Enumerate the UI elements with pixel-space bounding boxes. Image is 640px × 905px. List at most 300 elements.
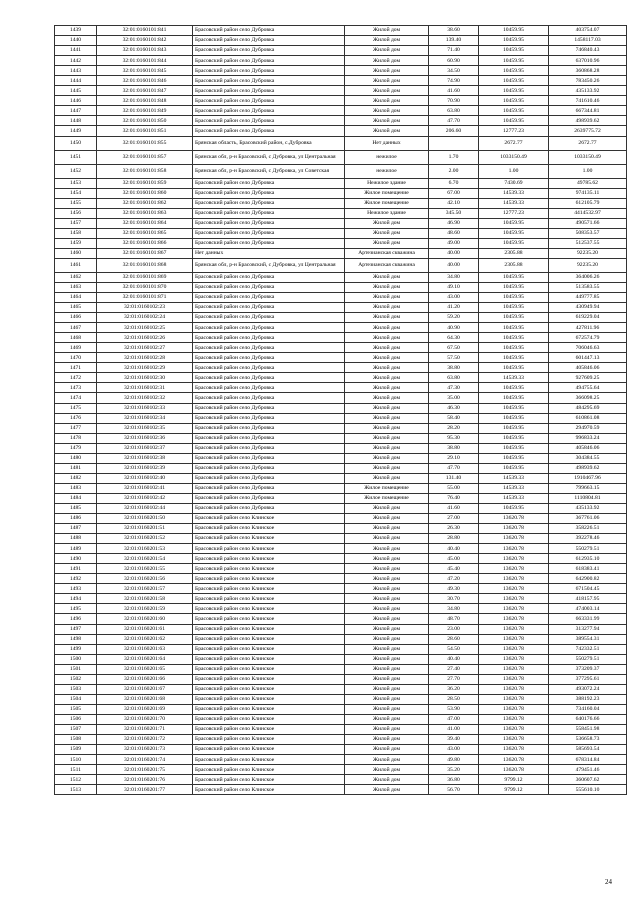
unit-value-cell: 13620.78 (479, 664, 549, 674)
cadastral-value-cell: 637010.96 (549, 56, 627, 66)
area-cell: 36.80 (429, 775, 479, 785)
row-number-cell: 1490 (55, 554, 97, 564)
object-type-cell: Жилой дом (345, 614, 429, 624)
table-row (55, 714, 627, 724)
row-number-cell: 1446 (55, 96, 97, 106)
area-cell: 64.30 (429, 333, 479, 343)
unit-value-cell: 13620.78 (479, 624, 549, 634)
row-number-cell: 1509 (55, 745, 97, 755)
row-number-cell: 1457 (55, 218, 97, 228)
object-type-cell: Жилой дом (345, 36, 429, 46)
table-row (55, 218, 627, 228)
object-type-cell: Жилой дом (345, 674, 429, 684)
table-row (55, 765, 627, 775)
cadastral-table (54, 25, 627, 795)
table-row (55, 76, 627, 86)
address-cell: Брянская обл, р-н Брасовский, с Дубровка, ул Центральная (193, 150, 345, 164)
unit-value-cell: 1.00 (479, 164, 549, 178)
table-row (55, 694, 627, 704)
object-type-cell: Жилой дом (345, 604, 429, 614)
unit-value-cell: 10459.95 (479, 463, 549, 473)
unit-value-cell: 13620.78 (479, 745, 549, 755)
cadastral-value-cell: 430949.94 (549, 303, 627, 313)
cadastral-number-cell: 32:01:0160201:63 (97, 644, 193, 654)
unit-value-cell: 13620.78 (479, 714, 549, 724)
area-cell: 47.70 (429, 116, 479, 126)
address-cell: Брасовский район село Дубровка (193, 483, 345, 493)
cadastral-value-cell: 663331.99 (549, 614, 627, 624)
area-cell: 27.70 (429, 674, 479, 684)
address-cell: Брасовский район село Клинское (193, 725, 345, 735)
cadastral-number-cell: 32:01:0160102:36 (97, 433, 193, 443)
table-row (55, 634, 627, 644)
table-row (55, 684, 627, 694)
cadastral-number-cell: 32:01:0160201:74 (97, 755, 193, 765)
object-type-cell: Жилой дом (345, 564, 429, 574)
cadastral-number-cell: 32:01:0160101:846 (97, 76, 193, 86)
cadastral-number-cell: 32:01:0160101:848 (97, 96, 193, 106)
table-row (55, 614, 627, 624)
area-cell: 38.80 (429, 443, 479, 453)
table-row (55, 46, 627, 56)
cadastral-number-cell: 32:01:0160101:855 (97, 136, 193, 150)
cadastral-value-cell: 734160.04 (549, 704, 627, 714)
object-type-cell: Жилой дом (345, 684, 429, 694)
table-row (55, 704, 627, 714)
object-type-cell: Жилой дом (345, 333, 429, 343)
object-type-cell: Жилой дом (345, 594, 429, 604)
cadastral-number-cell: 32:01:0160201:56 (97, 574, 193, 584)
area-cell: 139.40 (429, 36, 479, 46)
cadastral-number-cell: 32:01:0160102:31 (97, 383, 193, 393)
cadastral-value-cell: 377295.61 (549, 674, 627, 684)
row-number-cell: 1463 (55, 282, 97, 292)
area-cell: 45.40 (429, 564, 479, 574)
cadastral-value-cell: 513583.55 (549, 282, 627, 292)
row-number-cell: 1496 (55, 614, 97, 624)
cadastral-value-cell: 742332.51 (549, 644, 627, 654)
cadastral-value-cell: 92235.20 (549, 258, 627, 272)
area-cell: 36.20 (429, 684, 479, 694)
area-cell: 38.80 (429, 363, 479, 373)
cadastral-value-cell: 49785.62 (549, 178, 627, 188)
cadastral-value-cell: 536658.73 (549, 735, 627, 745)
unit-value-cell: 10459.95 (479, 76, 549, 86)
unit-value-cell: 10459.95 (479, 443, 549, 453)
cadastral-number-cell: 32:01:0160201:68 (97, 694, 193, 704)
address-cell: Брасовский район село Дубровка (193, 503, 345, 513)
object-type-cell: Нежилое здание (345, 208, 429, 218)
row-number-cell: 1501 (55, 664, 97, 674)
cadastral-value-cell: 667344.81 (549, 106, 627, 116)
cadastral-value-cell: 672574.79 (549, 333, 627, 343)
area-cell: 58.40 (429, 413, 479, 423)
address-cell: Брасовский район село Дубровка (193, 46, 345, 56)
cadastral-value-cell: 1110804.81 (549, 493, 627, 503)
cadastral-number-cell: 32:01:0160101:869 (97, 272, 193, 282)
area-cell: 74.90 (429, 76, 479, 86)
object-type-cell: Жилой дом (345, 313, 429, 323)
unit-value-cell: 10459.95 (479, 106, 549, 116)
cadastral-number-cell: 32:01:0160102:44 (97, 503, 193, 513)
cadastral-value-cell: 610861.08 (549, 413, 627, 423)
cadastral-number-cell: 32:01:0160102:37 (97, 443, 193, 453)
unit-value-cell: 13620.78 (479, 604, 549, 614)
row-number-cell: 1459 (55, 238, 97, 248)
table-row (55, 238, 627, 248)
cadastral-number-cell: 32:01:0160102:34 (97, 413, 193, 423)
unit-value-cell: 9799.12 (479, 775, 549, 785)
cadastral-value-cell: 313277.94 (549, 624, 627, 634)
table-row (55, 785, 627, 795)
row-number-cell: 1500 (55, 654, 97, 664)
object-type-cell: Жилой дом (345, 745, 429, 755)
row-number-cell: 1460 (55, 248, 97, 258)
cadastral-number-cell: 32:01:0160102:39 (97, 463, 193, 473)
area-cell: 46.30 (429, 403, 479, 413)
table-row (55, 393, 627, 403)
table-row (55, 258, 627, 272)
unit-value-cell: 10459.95 (479, 228, 549, 238)
unit-value-cell: 10459.95 (479, 403, 549, 413)
table-row (55, 755, 627, 765)
row-number-cell: 1445 (55, 86, 97, 96)
row-number-cell: 1505 (55, 704, 97, 714)
address-cell: Брасовский район село Дубровка (193, 292, 345, 302)
area-cell: 40.00 (429, 258, 479, 272)
row-number-cell: 1489 (55, 544, 97, 554)
object-type-cell: Жилой дом (345, 644, 429, 654)
table-row (55, 775, 627, 785)
table-row (55, 26, 627, 36)
cadastral-value-cell: 435133.92 (549, 503, 627, 513)
address-cell: Брасовский район село Дубровка (193, 198, 345, 208)
row-number-cell: 1493 (55, 584, 97, 594)
address-cell: Брасовский район село Дубровка (193, 188, 345, 198)
row-number-cell: 1487 (55, 524, 97, 534)
object-type-cell: Жилой дом (345, 403, 429, 413)
address-cell: Брасовский район село Дубровка (193, 303, 345, 313)
address-cell: Брасовский район село Клинское (193, 745, 345, 755)
unit-value-cell: 13620.78 (479, 584, 549, 594)
row-number-cell: 1511 (55, 765, 97, 775)
cadastral-number-cell: 32:01:0160102:35 (97, 423, 193, 433)
address-cell: Брасовский район село Дубровка (193, 343, 345, 353)
row-number-cell: 1513 (55, 785, 97, 795)
address-cell: Брасовский район село Дубровка (193, 238, 345, 248)
object-type-cell: Жилой дом (345, 96, 429, 106)
address-cell: Брасовский район село Дубровка (193, 96, 345, 106)
unit-value-cell: 13620.78 (479, 574, 549, 584)
row-number-cell: 1471 (55, 363, 97, 373)
unit-value-cell: 10459.95 (479, 303, 549, 313)
cadastral-number-cell: 32:01:0160102:40 (97, 473, 193, 483)
object-type-cell: Жилой дом (345, 654, 429, 664)
table-row (55, 514, 627, 524)
unit-value-cell: 2305.88 (479, 248, 549, 258)
object-type-cell: Жилой дом (345, 413, 429, 423)
area-cell: 43.00 (429, 745, 479, 755)
cadastral-value-cell: 741610.46 (549, 96, 627, 106)
cadastral-number-cell: 32:01:0160101:866 (97, 238, 193, 248)
object-type-cell: Жилой дом (345, 66, 429, 76)
unit-value-cell: 10459.95 (479, 56, 549, 66)
area-cell: 71.40 (429, 46, 479, 56)
row-number-cell: 1506 (55, 714, 97, 724)
table-row (55, 303, 627, 313)
table-row (55, 725, 627, 735)
address-cell: Брасовский район село Клинское (193, 654, 345, 664)
unit-value-cell: 13620.78 (479, 644, 549, 654)
address-cell: Брасовский район село Дубровка (193, 423, 345, 433)
cadastral-number-cell: 32:01:0160201:72 (97, 735, 193, 745)
row-number-cell: 1464 (55, 292, 97, 302)
cadastral-number-cell: 32:01:0160201:60 (97, 614, 193, 624)
cadastral-value-cell: 550279.51 (549, 654, 627, 664)
table-row (55, 150, 627, 164)
address-cell: Брасовский район село Клинское (193, 594, 345, 604)
object-type-cell: Жилой дом (345, 116, 429, 126)
cadastral-number-cell: 32:01:0160101:858 (97, 164, 193, 178)
cadastral-number-cell: 32:01:0160201:54 (97, 554, 193, 564)
cadastral-value-cell: 449777.85 (549, 292, 627, 302)
table-row (55, 353, 627, 363)
cadastral-number-cell: 32:01:0160201:58 (97, 594, 193, 604)
table-row (55, 106, 627, 116)
cadastral-value-cell: 927609.25 (549, 373, 627, 383)
cadastral-value-cell: 479451.46 (549, 765, 627, 775)
address-cell: Брянская обл, р-н Брасовский, с Дубровка, ул Центральная (193, 258, 345, 272)
unit-value-cell: 13620.78 (479, 614, 549, 624)
row-number-cell: 1512 (55, 775, 97, 785)
unit-value-cell: 1033150.49 (479, 150, 549, 164)
object-type-cell: Жилой дом (345, 46, 429, 56)
address-cell: Брасовский район село Дубровка (193, 433, 345, 443)
row-number-cell: 1491 (55, 564, 97, 574)
address-cell: Брасовский район село Клинское (193, 604, 345, 614)
area-cell: 49.30 (429, 584, 479, 594)
row-number-cell: 1447 (55, 106, 97, 116)
address-cell: Брасовский район село Дубровка (193, 443, 345, 453)
cadastral-number-cell: 32:01:0160201:76 (97, 775, 193, 785)
table-row (55, 524, 627, 534)
address-cell: Брасовский район село Клинское (193, 755, 345, 765)
cadastral-value-cell: 619229.04 (549, 313, 627, 323)
row-number-cell: 1495 (55, 604, 97, 614)
cadastral-value-cell: 490571.66 (549, 218, 627, 228)
unit-value-cell: 10459.95 (479, 323, 549, 333)
unit-value-cell: 13620.78 (479, 534, 549, 544)
cadastral-number-cell: 32:01:0160101:851 (97, 126, 193, 136)
object-type-cell: Жилой дом (345, 704, 429, 714)
area-cell: 28.80 (429, 534, 479, 544)
unit-value-cell: 13620.78 (479, 704, 549, 714)
cadastral-value-cell: 783450.26 (549, 76, 627, 86)
object-type-cell: Артезианская скважина (345, 258, 429, 272)
page-number: 24 (605, 878, 612, 886)
row-number-cell: 1510 (55, 755, 97, 765)
cadastral-value-cell: 498939.62 (549, 116, 627, 126)
area-cell: 43.00 (429, 292, 479, 302)
object-type-cell: Жилой дом (345, 56, 429, 66)
table-row (55, 443, 627, 453)
unit-value-cell: 10459.95 (479, 86, 549, 96)
object-type-cell: Жилой дом (345, 694, 429, 704)
area-cell: 53.90 (429, 704, 479, 714)
cadastral-value-cell: 360607.62 (549, 775, 627, 785)
unit-value-cell: 10459.95 (479, 116, 549, 126)
table-row (55, 473, 627, 483)
cadastral-number-cell: 32:01:0160102:26 (97, 333, 193, 343)
area-cell: 2.00 (429, 164, 479, 178)
row-number-cell: 1472 (55, 373, 97, 383)
object-type-cell: Жилой дом (345, 86, 429, 96)
cadastral-value-cell: 493072.24 (549, 684, 627, 694)
table-row (55, 604, 627, 614)
cadastral-value-cell: 392278.46 (549, 534, 627, 544)
cadastral-number-cell: 32:01:0160102:30 (97, 373, 193, 383)
unit-value-cell: 2305.88 (479, 258, 549, 272)
cadastral-number-cell: 32:01:0160101:844 (97, 56, 193, 66)
table-row (55, 136, 627, 150)
area-cell: 6.70 (429, 178, 479, 188)
area-cell: 28.60 (429, 634, 479, 644)
cadastral-number-cell: 32:01:0160101:841 (97, 26, 193, 36)
object-type-cell: Жилой дом (345, 574, 429, 584)
unit-value-cell: 12777.23 (479, 208, 549, 218)
object-type-cell: нежилое (345, 164, 429, 178)
address-cell: Брасовский район село Клинское (193, 674, 345, 684)
unit-value-cell: 10459.95 (479, 238, 549, 248)
area-cell: 47.00 (429, 714, 479, 724)
row-number-cell: 1461 (55, 258, 97, 272)
row-number-cell: 1476 (55, 413, 97, 423)
area-cell: 63.80 (429, 373, 479, 383)
address-cell: Брасовский район село Клинское (193, 554, 345, 564)
table-row (55, 248, 627, 258)
cadastral-number-cell: 32:01:0160102:23 (97, 303, 193, 313)
row-number-cell: 1477 (55, 423, 97, 433)
cadastral-number-cell: 32:01:0160201:65 (97, 664, 193, 674)
cadastral-number-cell: 32:01:0160201:71 (97, 725, 193, 735)
table-row (55, 282, 627, 292)
address-cell: Брасовский район село Клинское (193, 694, 345, 704)
address-cell: Брасовский район село Клинское (193, 564, 345, 574)
cadastral-number-cell: 32:01:0160101:865 (97, 228, 193, 238)
table-row (55, 453, 627, 463)
unit-value-cell: 10459.95 (479, 66, 549, 76)
unit-value-cell: 10459.95 (479, 453, 549, 463)
table-row (55, 272, 627, 282)
row-number-cell: 1503 (55, 684, 97, 694)
row-number-cell: 1453 (55, 178, 97, 188)
cadastral-value-cell: 367761.06 (549, 514, 627, 524)
area-cell: 39.40 (429, 735, 479, 745)
table-row (55, 463, 627, 473)
unit-value-cell: 13620.78 (479, 514, 549, 524)
table-row (55, 534, 627, 544)
unit-value-cell: 13620.78 (479, 594, 549, 604)
row-number-cell: 1468 (55, 333, 97, 343)
row-number-cell: 1478 (55, 433, 97, 443)
cadastral-number-cell: 32:01:0160201:75 (97, 765, 193, 775)
unit-value-cell: 10459.95 (479, 36, 549, 46)
cadastral-value-cell: 555610.10 (549, 785, 627, 795)
table-row (55, 323, 627, 333)
object-type-cell: Жилой дом (345, 393, 429, 403)
address-cell: Брасовский район село Клинское (193, 775, 345, 785)
area-cell: 45.00 (429, 554, 479, 564)
area-cell: 95.30 (429, 433, 479, 443)
cadastral-value-cell: 405846.06 (549, 443, 627, 453)
table-row (55, 664, 627, 674)
cadastral-number-cell: 32:01:0160102:33 (97, 403, 193, 413)
object-type-cell: Жилой дом (345, 725, 429, 735)
cadastral-number-cell: 32:01:0160102:29 (97, 363, 193, 373)
unit-value-cell: 10459.95 (479, 46, 549, 56)
cadastral-value-cell: 92235.20 (549, 248, 627, 258)
object-type-cell: Жилой дом (345, 664, 429, 674)
cadastral-value-cell: 304384.55 (549, 453, 627, 463)
object-type-cell: Жилой дом (345, 775, 429, 785)
table-row (55, 584, 627, 594)
cadastral-number-cell: 32:01:0160101:862 (97, 198, 193, 208)
table-row (55, 333, 627, 343)
cadastral-number-cell: 32:01:0160101:863 (97, 208, 193, 218)
address-cell: Брасовский район село Клинское (193, 624, 345, 634)
cadastral-value-cell: 4414532.97 (549, 208, 627, 218)
cadastral-number-cell: 32:01:0160201:57 (97, 584, 193, 594)
object-type-cell: Жилой дом (345, 76, 429, 86)
area-cell: 35.00 (429, 393, 479, 403)
area-cell: 34.80 (429, 272, 479, 282)
unit-value-cell: 13620.78 (479, 524, 549, 534)
cadastral-number-cell: 32:01:0160102:32 (97, 393, 193, 403)
area-cell: 41.60 (429, 503, 479, 513)
area-cell: 38.60 (429, 26, 479, 36)
area-cell: 1.70 (429, 150, 479, 164)
address-cell: Брасовский район село Клинское (193, 524, 345, 534)
address-cell: Брасовский район село Дубровка (193, 56, 345, 66)
cadastral-number-cell: 32:01:0160101:842 (97, 36, 193, 46)
row-number-cell: 1485 (55, 503, 97, 513)
area-cell: 41.00 (429, 725, 479, 735)
row-number-cell: 1479 (55, 443, 97, 453)
cadastral-number-cell: 32:01:0160201:55 (97, 564, 193, 574)
row-number-cell: 1482 (55, 473, 97, 483)
table-row (55, 56, 627, 66)
table-row (55, 36, 627, 46)
object-type-cell: Жилой дом (345, 373, 429, 383)
address-cell: Брасовский район село Дубровка (193, 272, 345, 282)
object-type-cell: Жилой дом (345, 353, 429, 363)
address-cell: Брасовский район село Дубровка (193, 178, 345, 188)
cadastral-value-cell: 706046.63 (549, 343, 627, 353)
table-row (55, 343, 627, 353)
cadastral-value-cell: 640176.66 (549, 714, 627, 724)
object-type-cell: Жилой дом (345, 423, 429, 433)
address-cell: Брасовский район село Клинское (193, 644, 345, 654)
area-cell: 49.10 (429, 282, 479, 292)
unit-value-cell: 13620.78 (479, 654, 549, 664)
unit-value-cell: 14539.33 (479, 198, 549, 208)
object-type-cell: Жилой дом (345, 343, 429, 353)
cadastral-value-cell: 388192.23 (549, 694, 627, 704)
cadastral-value-cell: 512537.55 (549, 238, 627, 248)
address-cell: Брасовский район село Дубровка (193, 473, 345, 483)
unit-value-cell: 9799.12 (479, 785, 549, 795)
address-cell: Брасовский район село Дубровка (193, 218, 345, 228)
